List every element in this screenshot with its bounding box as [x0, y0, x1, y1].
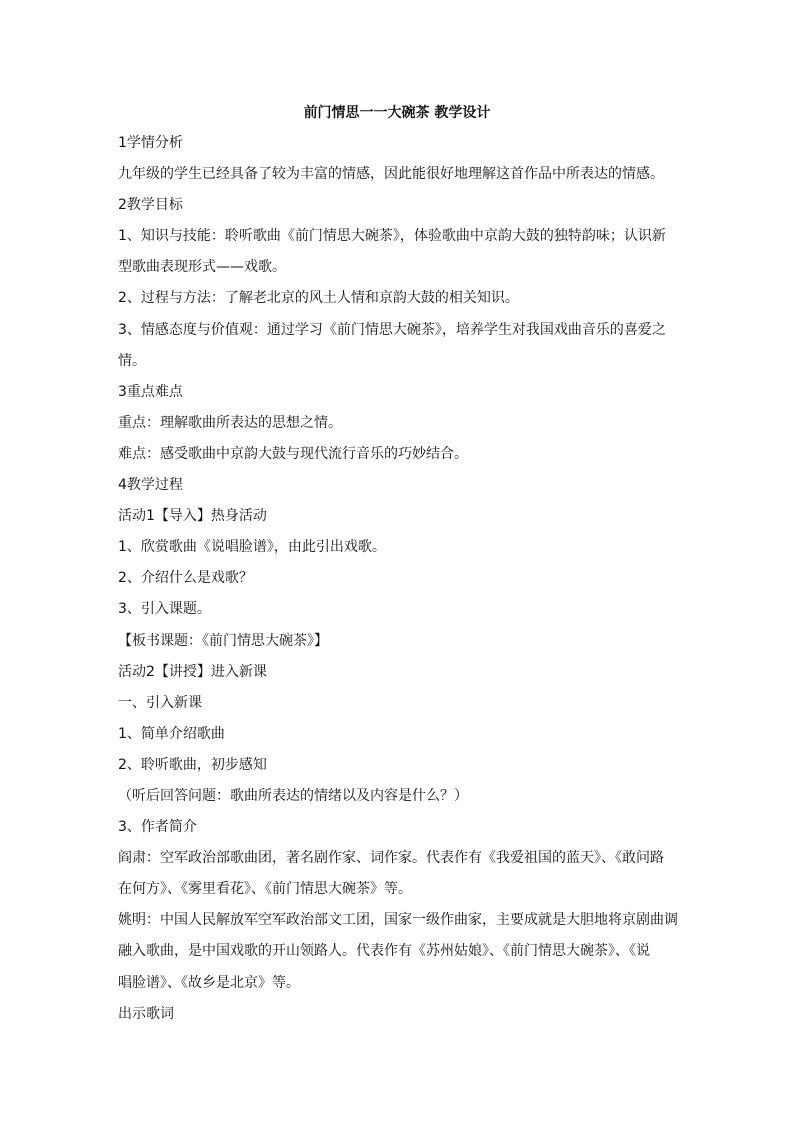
text-line: 2教学目标 [118, 197, 183, 214]
text-line: 阎肃：空军政治部歌曲团，著名剧作家、词作家。代表作有《我爱祖国的蓝天》、《敢问路 [118, 850, 664, 867]
document-title: 前门情思一一大碗茶 教学设计 [303, 105, 491, 121]
text-line: 一、引入新课 [118, 694, 202, 711]
text-line: 1学情分析 [118, 135, 183, 151]
text-line: 重点：理解歌曲所表达的思想之情。 [118, 414, 342, 431]
text-line: 1、简单介绍歌曲 [118, 725, 225, 742]
text-line: 情。 [118, 352, 146, 369]
text-line: 3、情感态度与价值观：通过学习《前门情思大碗茶》，培养学生对我国戏曲音乐的喜爱之 [118, 321, 666, 338]
text-line: 九年级的学生已经具备了较为丰富的情感，因此能很好地理解这首作品中所表达的情感。 [118, 166, 664, 183]
document-body [118, 128, 683, 1030]
text-line: 3重点难点 [118, 383, 183, 400]
text-line: 2、过程与方法：了解老北京的风土人情和京韵大鼓的相关知识。 [118, 290, 519, 307]
text-line: 唱脸谱》、《故乡是北京》等。 [118, 974, 300, 991]
text-line: 型歌曲表现形式——戏歌。 [118, 259, 286, 276]
text-line: 1、知识与技能：聆听歌曲《前门情思大碗茶》，体验歌曲中京韵大鼓的独特韵味；认识新 [118, 228, 666, 245]
text-line: （听后回答问题：歌曲所表达的情绪以及内容是什么？） [118, 787, 468, 804]
text-line: 难点：感受歌曲中京韵大鼓与现代流行音乐的巧妙结合。 [118, 445, 468, 462]
text-line: 2、介绍什么是戏歌？ [118, 570, 253, 587]
text-line: 出示歌词 [118, 1005, 174, 1022]
text-line: 活动2【讲授】进入新课 [118, 663, 267, 680]
text-line: 在何方》、《雾里看花》、《前门情思大碗茶》等。 [118, 881, 412, 898]
text-line: 融入歌曲，是中国戏歌的开山领路人。代表作有《苏州姑娘》、《前门情思大碗茶》、《说 [118, 943, 650, 960]
text-line: 姚明：中国人民解放军空军政治部文工团，国家一级作曲家，主要成就是大胆地将京剧曲调 [118, 912, 678, 929]
text-line: 【板书课题：《前门情思大碗茶》】 [118, 632, 328, 649]
text-line: 3、引入课题。 [118, 601, 211, 618]
text-line: 活动1【导入】热身活动 [118, 508, 267, 525]
text-line: 4教学过程 [118, 477, 183, 494]
text-line: 3、作者简介 [118, 819, 197, 836]
text-line: 1、欣赏歌曲《说唱脸谱》，由此引出戏歌。 [118, 539, 386, 556]
text-line: 2、聆听歌曲，初步感知 [118, 756, 267, 773]
